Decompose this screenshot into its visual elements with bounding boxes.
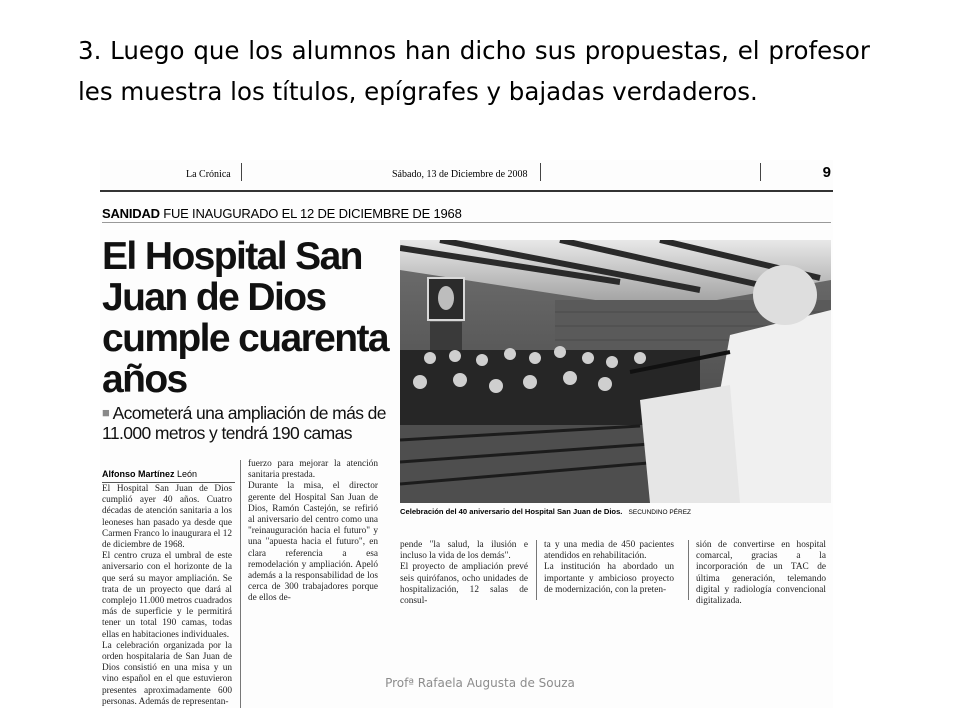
news-photo bbox=[400, 240, 831, 503]
article-column: sión de convertirse en hospital comarcal, gracias a la incorporación de un TAC de última generación, telemando digital y radiología convencional digitalizada. bbox=[696, 540, 826, 607]
chapel-ceremony-photo bbox=[400, 240, 831, 503]
slide-footer: Profª Rafaela Augusta de Souza bbox=[385, 676, 575, 690]
bullet-icon: ■ bbox=[102, 405, 110, 420]
byline-place: León bbox=[177, 469, 198, 479]
section-kicker: SANIDAD bbox=[102, 206, 160, 221]
page-number: 9 bbox=[822, 164, 831, 181]
article-column: ta y una media de 450 pacientes atendidos en rehabilitación. La institución ha abordado un importante y ambicioso proyecto de modernización, con la preten- bbox=[544, 540, 674, 595]
newspaper-clipping bbox=[100, 160, 833, 708]
section-title: FUE INAUGURADO EL 12 DE DICIEMBRE DE 1968 bbox=[163, 206, 462, 221]
header-divider bbox=[241, 163, 242, 181]
slide-instruction-text: 3. Luego que los alumnos han dicho sus propuestas, el profesor les muestra los títulos, epígrafes y bajadas verdaderos. bbox=[78, 36, 870, 106]
article-column: pende "la salud, la ilusión e incluso la vida de los demás". El proyecto de ampliación prevé seis quirófanos, ocho unidades de hospitalización, 12 salas de consul- bbox=[400, 540, 528, 607]
photo-credit: SECUNDINO PÉREZ bbox=[628, 509, 692, 516]
photo-caption-text: Celebración del 40 aniversario del Hospital San Juan de Dios. bbox=[400, 507, 623, 516]
byline-author: Alfonso Martínez bbox=[102, 469, 175, 479]
section-banner bbox=[102, 206, 831, 223]
header-divider bbox=[540, 163, 541, 181]
newspaper-name: La Crónica bbox=[186, 169, 231, 180]
article-column: fuerzo para mejorar la atención sanitaria prestada. Durante la misa, el director gerente del Hospital San Juan de Dios, Ramón Castejón, se refirió al aniversario del centro como una "reinauguración hacia el futuro" y una "apuesta hacia el futuro", en clara referencia a esa remodelación y ampliación. Apeló además a la responsabilidad de los cerca de 300 trabajadores porque de ellos de- bbox=[248, 459, 378, 604]
article-column: El Hospital San Juan de Dios cumplió ayer 40 años. Cuatro décadas de atención sanitaria a los leoneses han pasado ya desde que Carmen Franco lo inaugurara el 12 de diciembre de 1968. El centro cruza el umbral de este aniversario con el horizonte de la que será su mayor ampliación. Se trata de un proyecto que dará al complejo 11.000 metros cuadrados más de superficie y le permitirá tener un total 190 camas, todas ellas en habitaciones individuales. La celebración organizada por la orden hospitalaria de San Juan de Dios consistió en una misa y un vino español en el que estuvieron presentes aproximadamente 600 personas. Además de representan- bbox=[102, 484, 232, 707]
header-divider bbox=[760, 163, 761, 181]
subheadline-text: Acometerá una ampliación de más de 11.000 metros y tendrá 190 camas bbox=[102, 403, 386, 443]
column-rule bbox=[688, 540, 689, 600]
newspaper-header bbox=[100, 160, 833, 192]
byline bbox=[102, 469, 235, 483]
column-rule bbox=[240, 460, 241, 708]
column-rule bbox=[536, 540, 537, 600]
subheadline bbox=[102, 403, 398, 443]
headline: El Hospital San Juan de Dios cumple cuarenta años bbox=[102, 235, 388, 401]
newspaper-date: Sábado, 13 de Diciembre de 2008 bbox=[392, 169, 528, 180]
photo-caption bbox=[400, 507, 831, 516]
